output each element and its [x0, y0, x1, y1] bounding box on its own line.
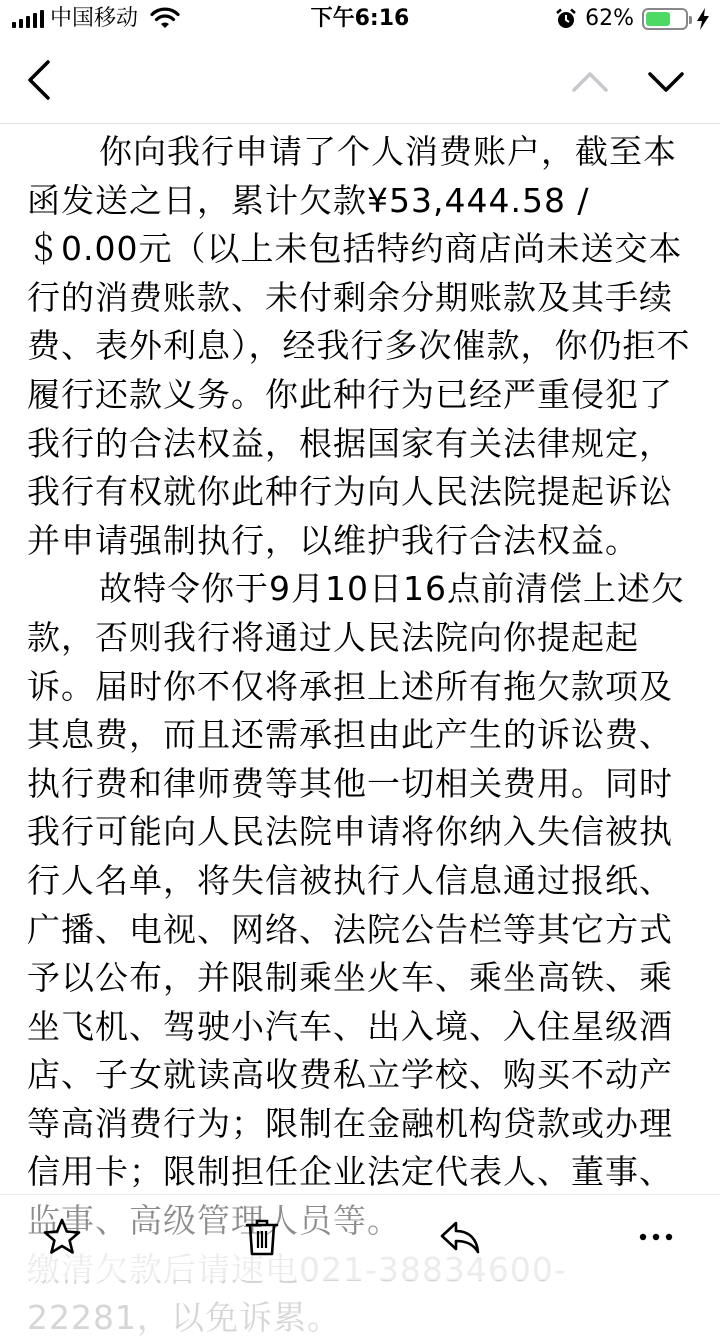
battery-cap [689, 16, 692, 24]
alarm-icon [555, 8, 577, 30]
more-icon[interactable] [634, 1215, 678, 1259]
trash-icon[interactable] [240, 1215, 284, 1259]
chevron-left-icon[interactable] [20, 58, 60, 102]
battery-level-fill [646, 12, 670, 26]
reply-icon[interactable] [438, 1215, 482, 1259]
chevron-down-icon[interactable] [644, 62, 688, 102]
status-right [555, 6, 710, 32]
message-body [27, 128, 695, 1343]
chevron-up-icon[interactable] [568, 62, 612, 102]
battery-percentage: 62% [585, 6, 634, 31]
message-paragraph: 你向我行申请了个人消费账户，截至本函发送之日，累计欠款¥53,444.58 / ＄0.00元（以上未包括特约商店尚未送交本行的消费账款、未付剩余分期账款及其手续费、表外利息），经我行多次催款，你仍拒不履行还款义务。你此种行为已经严重侵犯了我行的合法权益，根据国家有关法律规定，我行有权就你此种行为向人民法院提起诉讼并申请强制执行，以维护我行合法权益。 [27, 132, 691, 560]
message-paragraph: 故特令你于9月10日16点前清偿上述欠款，否则我行将通过人民法院向你提起起诉。届时你不仅将承担上述所有拖欠款项及其息费，而且还需承担由此产生的诉讼费、执行费和律师费等其他一切相关费用。同时我行可能向人民法院申请将你纳入失信被执行人名单，将失信被执行人信息通过报纸、广播、电视、网络、法院公告栏等其它方式予以公布，并限制乘坐火车、乘坐高铁、乘坐飞机、驾驶小汽车、出入境、入住星级酒店、子女就读高收费私立学校、购买不动产等高消费行为；限制在金融机构贷款或办理信用卡；限制担任企业法定代表人、董事、 [27, 569, 685, 1192]
charging-bolt-icon [696, 8, 710, 30]
mail-nav-bar [0, 40, 720, 124]
status-bar [0, 0, 720, 40]
battery-icon [642, 8, 688, 30]
message-paragraph-contact: 22281，以免诉累。 [27, 1298, 341, 1338]
carrier-name: 中国移动 [50, 6, 139, 31]
status-time: 下午6:16 [310, 6, 410, 31]
star-icon[interactable] [40, 1215, 84, 1259]
bottom-toolbar [0, 1194, 720, 1280]
